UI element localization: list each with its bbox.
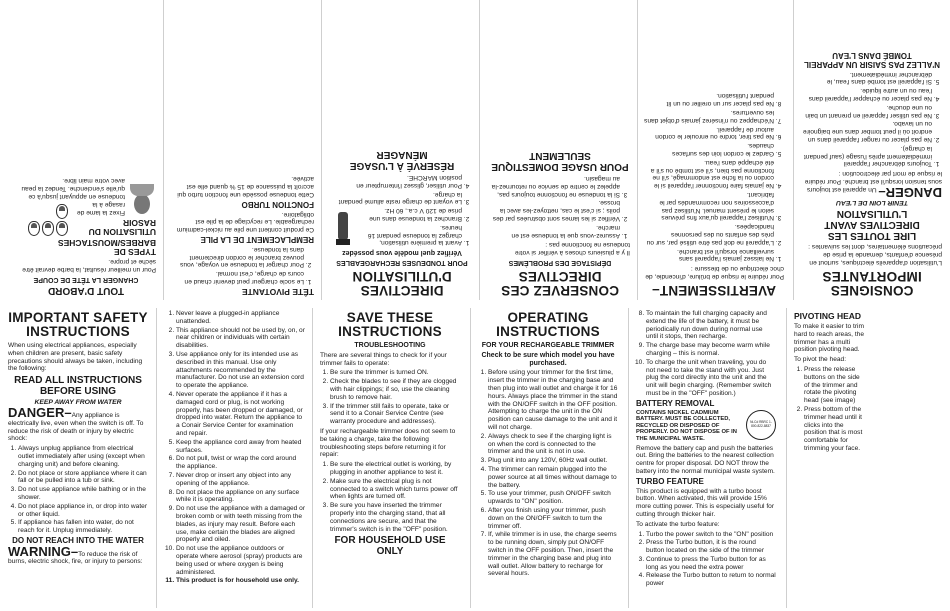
- list-item: 1. Ne laissez jamais l'appareil sans surveillance lorsqu'il est branché.: [644, 247, 774, 263]
- fr-col-operating: [328, 0, 476, 300]
- fr-col-start: [12, 0, 160, 300]
- face-icon: [42, 221, 54, 236]
- en-rechargeable-text: If your rechargeable trimmer does not seem to be taking a charge, take the following troubleshooting steps before returning it for repair:: [320, 427, 456, 459]
- en-troubleshooting-intro: There are several things to check for if your trimmer fails to operate:: [320, 351, 447, 367]
- list-item: 3. Plug unit into any 120V, 60Hz wall outlet.: [488, 457, 618, 465]
- en-operating-title: OPERATING INSTRUCTIONS: [496, 310, 600, 339]
- column-divider: [321, 0, 322, 300]
- column-divider: [628, 308, 629, 608]
- fr-safety-title: CONSIGNES IMPORTANTES: [822, 269, 922, 298]
- fr-charge-list: [174, 245, 314, 285]
- list-item: 3. Le voyant de charge reste allumé pendant la charge.: [332, 190, 462, 206]
- list-item: 8. Do not place the appliance on any surface while it is operating.: [176, 489, 306, 505]
- list-item: 2. Press bottom of the trimmer head until it clicks into the position that is most comfortable for trimming your face.: [804, 406, 864, 453]
- en-col-save: [316, 308, 464, 608]
- en-pivot-title: PIVOTING HEAD: [794, 311, 862, 321]
- fr-col-pivot: [170, 0, 318, 300]
- list-item: 10. To charge the unit when traveling, you do not need to take the stand with you. Just plug the cord directly into the unit and the unit will begin charging. (Remember switch must be in the "OFF" position.): [646, 359, 776, 398]
- fr-safety-intro: L'utilisation d'appareils électriques, surtout en présence d'enfants, demande la prise de précautions élémentaires, dont les suivantes :: [808, 243, 942, 266]
- list-item: 5. Gardez le cordon loin des surfaces chaudes.: [644, 141, 774, 157]
- en-read-heading: READ ALL INSTRUCTIONS BEFORE USING: [14, 375, 142, 398]
- fr-turbo-title: FONCTION TURBO: [241, 199, 314, 209]
- face-icon: [56, 204, 68, 219]
- fr-pivot-title: TÊTE PIVOTANTE: [241, 287, 314, 297]
- fr-read-heading: LIRE TOUTES LES DIRECTIVES AVANT L'UTILISATION: [824, 207, 920, 241]
- en-col-pivot: [790, 308, 868, 608]
- list-item: 1. Be sure the trimmer is turned ON.: [330, 369, 460, 377]
- list-item: 1. Never leave a plugged-in appliance unattended.: [176, 310, 306, 326]
- en-charge-list: [636, 310, 776, 398]
- en-warning-text: To reduce the risk of burns, electric shock, fire, or injury to persons:: [8, 550, 143, 566]
- list-item: 5. Si l'appareil est tombé dans l'eau, le débrancher immédiatement.: [802, 70, 932, 86]
- fr-razor-text: Fixez la lame de rasage à la tondeuse en appuyant jusqu'à ce qu'elle s'enclenche. Tendez la peau avec votre main libre.: [21, 177, 125, 216]
- list-item: 8. Ne pas placer sur un oreiller ou un lit pendant l'utilisation.: [644, 92, 774, 108]
- en-col-warnings: [162, 308, 310, 608]
- en-rechargeable-list: [320, 461, 460, 533]
- list-item: 2. Press the Turbo button, it is the round button located on the side of the trimmer: [646, 539, 776, 555]
- en-battery-text: Remove the battery cap and push the batteries out. Bring the batteries to the nearest collection centre for proper disposal. DO NOT throw the battery into the normal municipal waste system.: [636, 444, 775, 475]
- beard-styles-illustration: [16, 204, 68, 236]
- en-danger-text: Any appliance is electrically live, even when the switch is off. To reduce the risk of death or injury by electric shock:: [8, 411, 144, 443]
- face-icon: [28, 221, 40, 236]
- list-item: 1. Toujours débrancher l'appareil immédiatement après l'usage (sauf pendant la charge).: [802, 144, 932, 167]
- en-pivot-text: To make it easier to trim hard to reach areas, the trimmer has a multi position pivoting head.: [794, 323, 865, 354]
- column-divider: [312, 308, 313, 608]
- list-item: 1. Be sure the electrical outlet is working, by plugging in another appliance to test it.: [330, 461, 460, 477]
- en-battery-caps: CONTAINS NICKEL CADMIUM BATTERY. MUST BE COLLECTED, RECYCLED OR DISPOSED OF PROPERLY. DO NOT DISPOSE OF IN THE MUNICIPAL WASTE.: [636, 409, 737, 442]
- shaving-man-illustration: [128, 182, 156, 216]
- fr-no-reach: N'ALLEZ PAS SAISIR UN APPAREIL TOMBÉ DANS L'EAU: [804, 51, 940, 69]
- list-item: 2. Always check to see if the charging light is on when the cord is connected to the trimmer and the unit is not in use.: [488, 433, 618, 456]
- face-icon: [56, 221, 68, 236]
- list-item: 5. To use your trimmer, push ON/OFF switch upwards to "ON" position.: [488, 490, 618, 506]
- list-item: 1. Always unplug appliance from electrical outlet immediately after using (except when charging unit) and before cleaning.: [18, 445, 148, 468]
- list-item: 2. L'appareil ne doit pas être utilisé par, sur ou près des enfants ou des personnes handicapées.: [644, 222, 774, 245]
- en-operating-list: [478, 369, 618, 578]
- list-item: 1. Assurez-vous que la tondeuse est en marche.: [490, 223, 620, 239]
- column-divider: [786, 308, 787, 608]
- fr-warning-intro: Pour réduire le risque de brûlure, d'incendie, de choc électrique ou de blessure :: [645, 265, 784, 280]
- en-warning-label: WARNING–: [8, 543, 79, 559]
- list-item: 3. Continue to press the Turbo button for as long as you need the extra power: [646, 556, 776, 572]
- list-item: 2. Ne pas placer ou ranger l'appareil dans un endroit où il peut tomber dans une baignoire ou un lavabo.: [802, 120, 932, 143]
- list-item: 4. Never operate the appliance if it has a damaged cord or plug, is not working properly, has been dropped or damaged, or dropped into water. Return the appliance to a Conair Service Center for examination and repair.: [176, 391, 306, 438]
- list-item: 1. Le socle chargeur peut devenir chaud en cours de charge, c'est normal.: [174, 269, 304, 285]
- list-item: 2. Branchez la tondeuse dans une prise de 120 V c.a., 60 Hz.: [332, 206, 462, 222]
- column-divider: [470, 308, 471, 608]
- list-item: 7. Never drop or insert any object into any opening of the appliance.: [176, 472, 306, 488]
- fr-start-sub: CHANGER LA TÊTE DE COUPE: [33, 276, 139, 283]
- list-item: 4. Ne jamais faire fonctionner l'appareil si le cordon ou la fiche est endommagé, s'il ne fonctionne pas bien, s'il est tombé ou s'il a été échappé dans l'eau.: [644, 158, 774, 189]
- en-col-operating: [474, 308, 622, 608]
- list-item: 1. Avant la première utilisation, chargez la tondeuse pendant 16 heures.: [332, 223, 462, 246]
- column-divider: [793, 0, 794, 300]
- column-divider: [479, 0, 480, 300]
- fr-operating-sub: POUR TONDEUSES RECHARGEABLES: [336, 259, 468, 266]
- column-divider: [637, 0, 638, 300]
- list-item: 3. Use appliance only for its intended use as described in this manual. Use only attachments recommended by the manufacturer. Do not use an extension cord to operate the appliance.: [176, 351, 306, 390]
- en-safety-intro: When using electrical appliances, especially when children are present, basic safety precautions should always be taken, including the following:: [8, 342, 143, 373]
- en-no-reach: DO NOT REACH INTO THE WATER: [12, 535, 144, 545]
- list-item: 7. N'échappez ou n'insérez jamais d'objet dans les ouvertures.: [644, 108, 774, 124]
- list-item: 3. Si la tondeuse ne fonctionne toujours pas, appelez le centre de service ou retournez-la au magasin.: [490, 174, 620, 197]
- recycling-seal-icon: Ni-Cd RBRC 1-800-822-8837: [746, 410, 776, 440]
- list-item: 3. Be sure you have inserted the trimmer properly into the charging stand, that all connections are secure, and that the trimmer's switch is in the "OFF" position.: [330, 502, 460, 533]
- list-item: 2. Pour charger la tondeuse en voyage, vous pouvez brancher le cordon directement dans la tondeuse.: [174, 245, 304, 268]
- french-section: [0, 0, 950, 300]
- en-troubleshooting-list: [320, 369, 460, 426]
- english-section: [0, 308, 950, 608]
- list-item: 4. Ne pas placer ou échapper l'appareil dans l'eau ou un autre liquide.: [802, 86, 932, 102]
- list-item: 1. Press the release buttons on the side of the trimmer and rotate the pivoting head (see image): [804, 366, 864, 405]
- fr-danger-label: DANGER–: [878, 184, 942, 200]
- list-item: 4. Release the Turbo button to return to normal power: [646, 572, 776, 588]
- en-save-title: SAVE THESE INSTRUCTIONS: [338, 310, 442, 339]
- en-danger-label: DANGER–: [8, 404, 72, 420]
- list-item: 3. If the trimmer still fails to operate, take or send it to a Conair Service Centre (see warranty procedure and addresses).: [330, 403, 460, 426]
- fr-battery-title: REMPLACEMENT DE LA PILE: [200, 235, 314, 245]
- en-check-model: Check to be sure which model you have purchased.: [481, 351, 615, 367]
- en-turbo-title: TURBO FEATURE: [636, 476, 704, 486]
- en-pivot-list: [794, 366, 864, 453]
- list-item: 7. If, while trimmer is in use, the charge seems to be running down, simply put ON/OFF switch in the OFF position. Then, insert the trimmer in the charging base and plug into wall outlet. Allow battery to recharge for several hours.: [488, 531, 618, 578]
- fr-types-title: TYPES DE BARBES/MOUSTACHES: [57, 237, 156, 257]
- en-turbo-text: This product is equipped with a turbo boost button. When activated, this will provide 15% more cutting power. This is especially useful for cutting through thicker hair.: [636, 487, 775, 518]
- fr-col-save: [486, 0, 634, 300]
- fr-troubleshooting-list: [490, 174, 630, 238]
- list-item: 2. Make sure the electrical plug is not connected to a switch which turns power off when lights are turned off.: [330, 478, 460, 501]
- column-divider: [156, 308, 157, 608]
- en-turbo-activate: To activate the turbo feature:: [636, 520, 720, 528]
- list-item: 5. If appliance has fallen into water, do not reach for it. Unplug immediately.: [18, 519, 148, 535]
- fr-operating-title: DIRECTIVES D'UTILISATION: [352, 269, 452, 298]
- list-item: 3. Do not use appliance while bathing or in the shower.: [18, 486, 148, 502]
- trimmer-illustration: [332, 210, 354, 246]
- fr-start-title: TOUT D'ABORD: [47, 285, 125, 296]
- list-item: 3. N'utilisez l'appareil qu'aux fins prévues selon le présent manuel. N'utilisez pas d'accessoires non recommandés par le fabricant.: [644, 190, 774, 221]
- fr-troubleshooting-intro: Il y a plusieurs choses à vérifier si votre tondeuse ne fonctionne pas :: [514, 241, 630, 257]
- list-item: 1. Turbo the power switch to the "ON" position: [646, 531, 776, 539]
- list-item: 2. Vérifiez si les lames sont obstruées par des poils ; si c'est le cas, nettoyez-les avec la brosse.: [490, 199, 620, 222]
- list-item: 4. Do not place appliance in, or drop into water or other liquid.: [18, 503, 148, 519]
- list-item: 4. Pour utiliser, glissez l'interrupteur en position MARCHE.: [332, 173, 462, 189]
- list-item: 9. The charge base may become warm while charging – this is normal.: [646, 342, 776, 358]
- fr-turbo-text: Cette tondeuse possède une fonction turbo qui accroît la puissance de 15 % quand elle est activée.: [177, 175, 314, 199]
- list-item: 4. The trimmer can remain plugged into the power source at all times without damage to the battery.: [488, 466, 618, 489]
- en-household: FOR HOUSEHOLD USE ONLY: [334, 535, 446, 558]
- list-item: 10. Do not use the appliance outdoors or operate where aerosol (spray) products are being used or where oxygen is being administered.: [176, 545, 306, 576]
- list-item: 6. After you finish using your trimmer, push down on the ON/OFF switch to turn the trimmer off.: [488, 507, 618, 530]
- fr-save-title: CONSERVEZ CES DIRECTIVES: [501, 269, 619, 298]
- en-turbo-list: [636, 531, 776, 589]
- list-item: 6. Do not pull, twist or wrap the cord around the appliance.: [176, 455, 306, 471]
- list-item: 2. This appliance should not be used by, on, or near children or individuals with certain disabilities.: [176, 327, 306, 350]
- list-item: 9. Do not use the appliance with a damaged or broken comb or with teeth missing from the blades, as injury may result. Before each use, make certain the blades are aligned properly and oiled.: [176, 505, 306, 544]
- list-item: 11. This product is for household use only.: [176, 577, 306, 585]
- list-item: 2. Check the blades to see if they are clogged with hair clippings; if so, use the cleaning brush to remove hair.: [330, 378, 460, 401]
- en-col-safety: [4, 308, 152, 608]
- list-item: 5. Keep the appliance cord away from heated surfaces.: [176, 439, 306, 455]
- list-item: 2. Do not place or store appliance where it can fall or be pulled into a tub or sink.: [18, 470, 148, 486]
- column-divider: [163, 0, 164, 300]
- fr-household: POUR USAGE DOMESTIQUE SEULEMENT: [491, 150, 629, 173]
- en-safety-title: IMPORTANT SAFETY INSTRUCTIONS: [8, 310, 148, 339]
- fr-check-model: Vérifiez quel modèle vous possédez: [342, 249, 462, 257]
- fr-col-warning: [640, 0, 788, 300]
- en-operating-sub: FOR YOUR RECHARGEABLE TRIMMER: [481, 342, 615, 349]
- list-item: 3. Ne pas utiliser l'appareil en prenant un bain ou une douche.: [802, 103, 932, 119]
- en-battery-title: BATTERY REMOVAL: [636, 398, 715, 408]
- fr-reserve: RÉSERVÉ À L'USAGE MÉNAGER: [349, 149, 455, 172]
- fr-danger-list: [802, 70, 942, 168]
- en-col-battery: [632, 308, 780, 608]
- fr-battery-text: Ce produit contient une pile au nickel-cadmium rechargeable. Le recyclage de la pile est obligatoire.: [176, 210, 314, 234]
- fr-col-safety: [798, 0, 946, 300]
- fr-danger-text: Un appareil est toujours sous tension lorsqu'il est branché. Pour réduire le risque de mort par électrocution :: [804, 170, 942, 193]
- fr-warning-list: [644, 92, 784, 263]
- en-keep-away: KEEP AWAY FROM WATER: [34, 399, 122, 407]
- fr-keep-away: TENIR LOIN DE L'EAU: [836, 198, 908, 206]
- en-pivot-sub: To pivot the head:: [794, 356, 847, 364]
- fr-warning-title: AVERTISSEMENT–: [651, 283, 777, 298]
- en-danger-list: [8, 445, 148, 535]
- fr-troubleshooting: DÉPISTAGE DES PROBLÈMES: [508, 259, 612, 266]
- fr-start-intro: Pour un meilleur résultat, la barbe devrait être sèche et propre.: [22, 258, 156, 274]
- en-warning-list: [166, 310, 306, 585]
- list-item: 1. Before using your trimmer for the first time, insert the trimmer in the charging base and then plug into wall outlet and charge it for 16 hours. Always place the trimmer in the stand with the ON/OFF switch in the OFF position. Attempting to charge the unit in the ON position can cause damage to the unit and it will not charge.: [488, 369, 618, 431]
- fr-razor-title: UTILISATION DU RASOIR: [88, 217, 156, 237]
- list-item: 6. Ne pas tirer, tordre ou enrouler le cordon autour de l'appareil.: [644, 125, 774, 141]
- en-troubleshooting: TROUBLESHOOTING: [354, 342, 426, 349]
- list-item: 8. To maintain the full charging capacity and extend the life of the battery, it must be periodically run down during normal use until it stops, then recharge.: [646, 310, 776, 341]
